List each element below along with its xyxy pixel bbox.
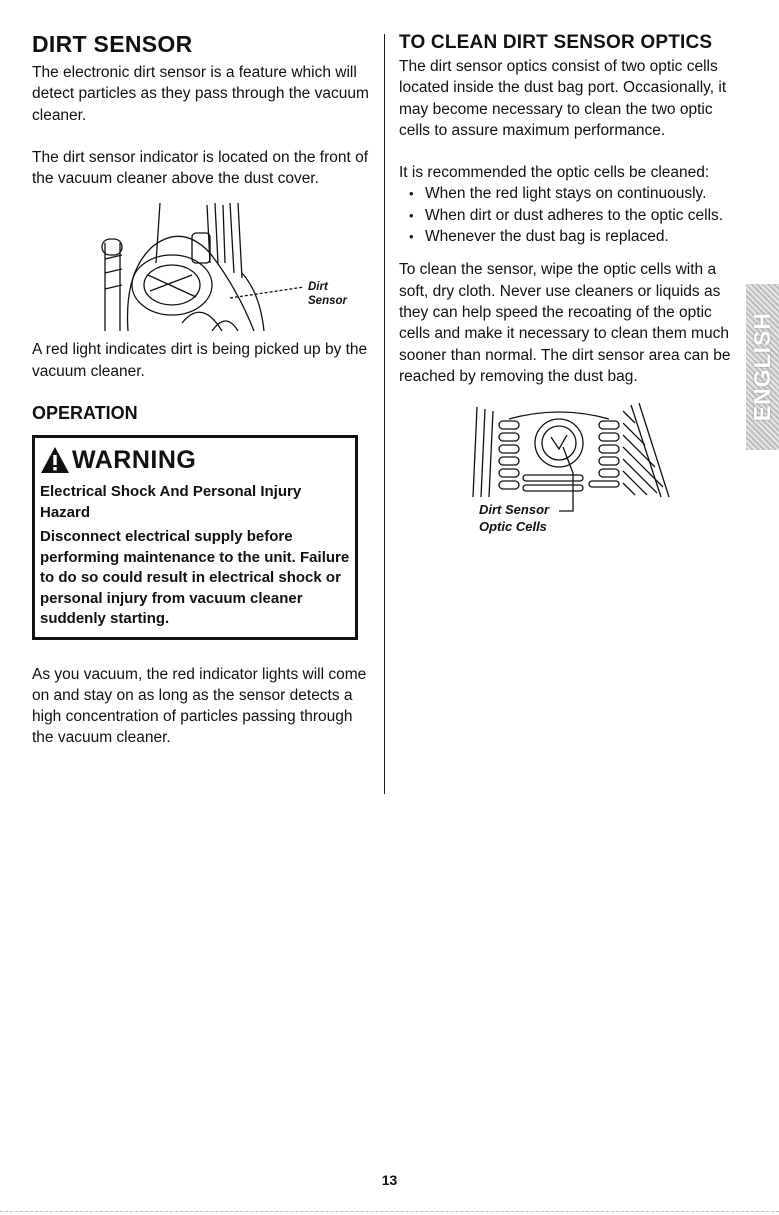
fig1-callout	[308, 280, 347, 308]
dirt-sensor-heading: DIRT SENSOR	[32, 31, 193, 57]
fig2-callout-line1: Dirt Sensor	[479, 502, 550, 518]
warning-text	[40, 482, 350, 630]
cleaning-instructions: To clean the sensor, wipe the optic cells with a soft, dry cloth. Never use cleaners or liquids as they can help speed the recoating of the optic cells and make it necessary to clean them much sooner than normal. The dirt sensor area can be reached by removing the dust bag.	[399, 261, 731, 385]
fig2-callout-line2: Optic Cells	[479, 519, 547, 535]
footer-rule	[0, 1211, 779, 1213]
warning-header	[40, 442, 350, 478]
operation-heading: OPERATION	[32, 403, 138, 424]
cleaning-when-list	[399, 183, 744, 247]
column-divider	[384, 34, 385, 794]
dirt-sensor-illustration	[32, 203, 372, 331]
cleaning-recommendation: It is recommended the optic cells be cleaned:	[399, 164, 710, 182]
clean-optics-heading: TO CLEAN DIRT SENSOR OPTICS	[399, 32, 713, 53]
warning-instruction: Disconnect electrical supply before performing maintenance to the unit. Failure to do so could result in electrical shock or personal injury from vacuum cleaner suddenly starting.	[40, 528, 350, 628]
page-number: 13	[381, 1172, 398, 1188]
warning-box	[32, 435, 358, 640]
vacuum-front-drawing	[32, 203, 372, 331]
operation-text: As you vacuum, the red indicator lights will come on and stay on as long as the sensor detects a high concentration of particles passing through the vacuum cleaner.	[32, 665, 367, 747]
warning-hazard: Electrical Shock And Personal Injury Hazard	[40, 483, 302, 521]
fig1-callout-line2: Sensor	[308, 295, 347, 308]
dirt-sensor-intro: The electronic dirt sensor is a feature which will detect particles as they pass through the vacuum cleaner.	[32, 64, 369, 124]
dirt-sensor-location: The dirt sensor indicator is located on the front of the vacuum cleaner above the dust cover.	[32, 148, 369, 188]
fig1-callout-line1: Dirt	[308, 281, 328, 294]
red-light-text: A red light indicates dirt is being picked up by the vacuum cleaner.	[32, 341, 368, 380]
warning-triangle-icon	[40, 446, 70, 474]
list-item: • When the red light stays on continuously.	[409, 183, 744, 204]
right-column	[399, 30, 744, 567]
language-tab-label: ENGLISH	[749, 312, 775, 422]
list-item: • Whenever the dust bag is replaced.	[409, 226, 744, 247]
optic-cells-illustration	[399, 397, 744, 567]
warning-word: WARNING	[72, 445, 197, 474]
list-item: • When dirt or dust adheres to the optic cells.	[409, 205, 744, 226]
optics-description: The dirt sensor optics consist of two optic cells located inside the dust bag port. Occasionally, it may become necessary to clean the two optic cells to assure maximum performance.	[399, 58, 727, 139]
fig2-callout	[479, 501, 549, 535]
dust-bag-port-drawing	[399, 397, 744, 567]
left-column	[32, 30, 372, 749]
language-tab	[746, 284, 779, 450]
